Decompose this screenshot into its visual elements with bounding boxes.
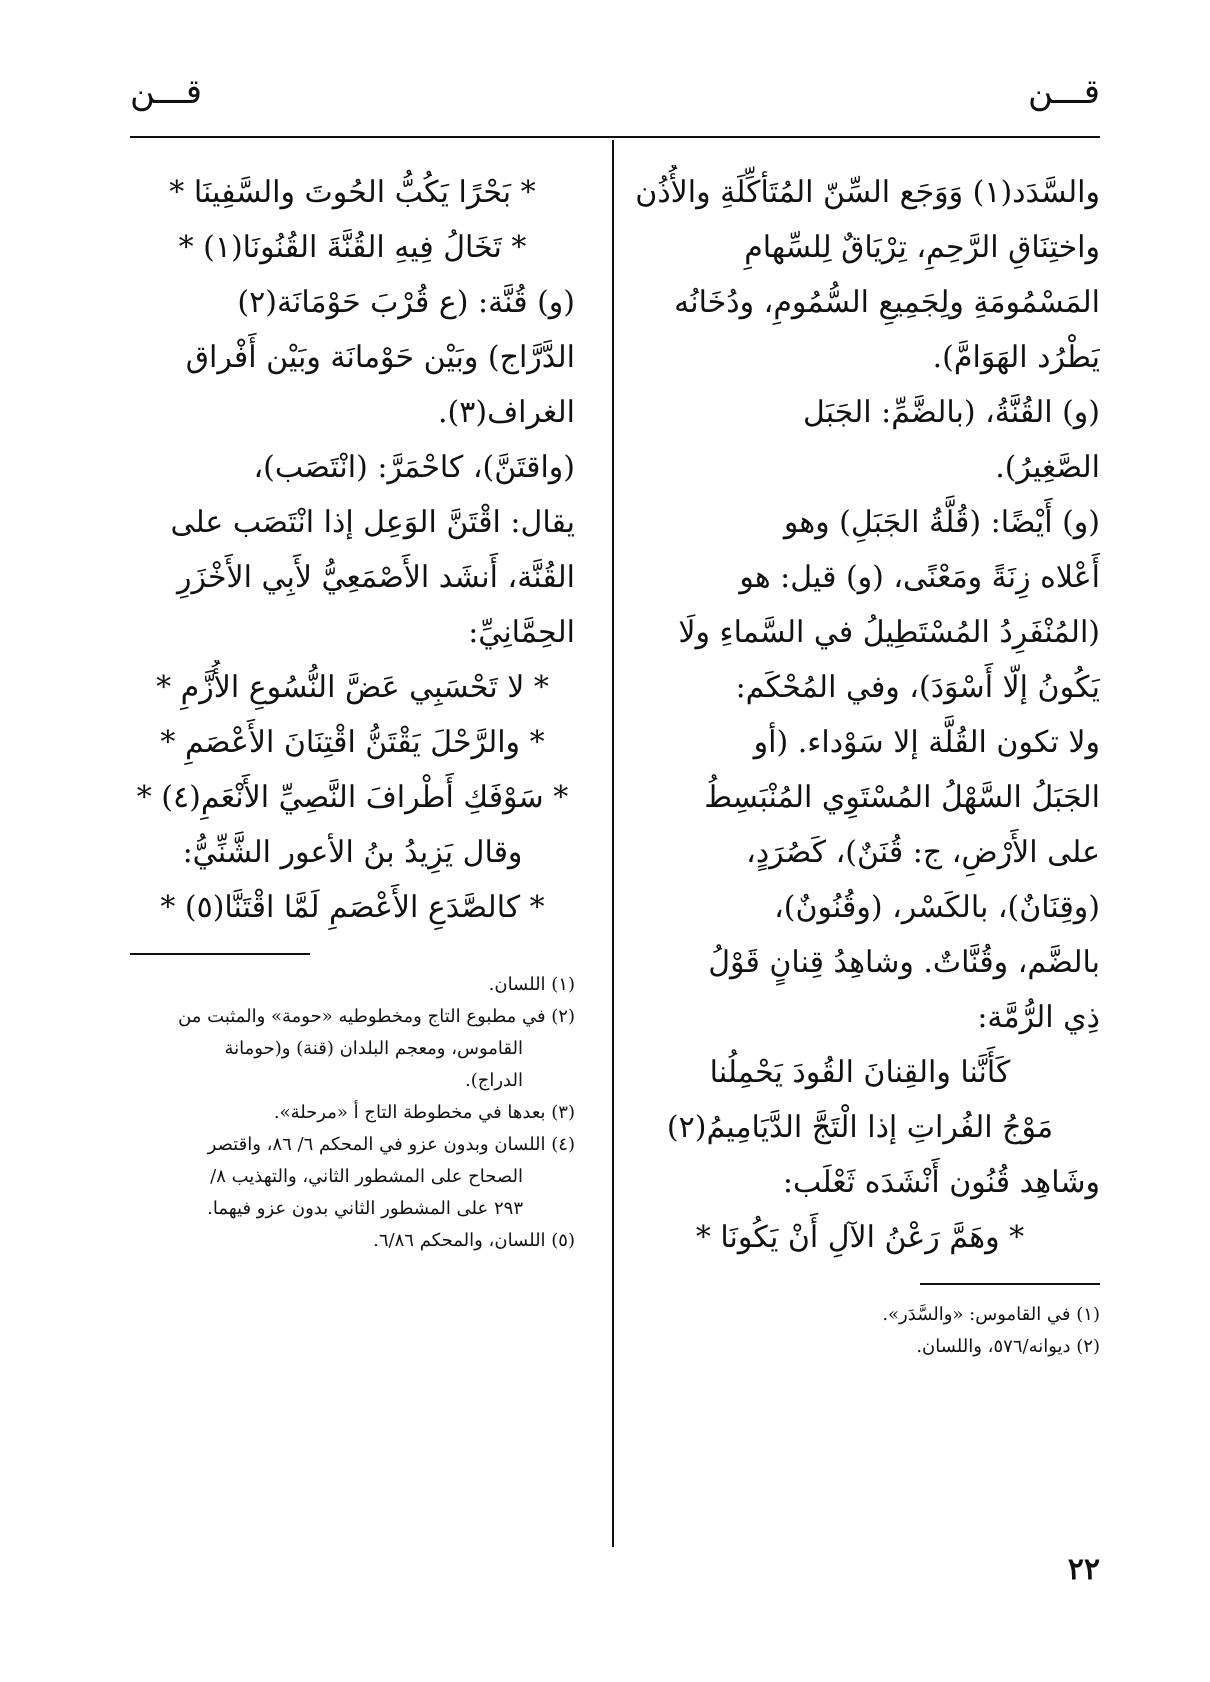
page-number: ٢٢	[1067, 1552, 1100, 1587]
text-line: يَكُونُ إلّا أَسْوَدَ)، وفي المُحْكَم:	[735, 670, 1100, 705]
text-line: الغراف(٣).	[437, 395, 575, 430]
text-line: يقال: اقْتَنَّ الوَعِل إذا انْتَصَب على	[170, 505, 575, 540]
footnote: (٤) اللسان وبدون عزو في المحكم ٦/ ٨٦، واقتصر	[207, 1134, 575, 1155]
verse-line: * وهَمَّ رَعْنُ الآلِ أَنْ يَكُونَا *	[695, 1220, 1025, 1255]
text-line: بالضَّم، وقُنَّاتٌ. وشاهِدُ قِنانٍ قَوْلُ	[708, 945, 1100, 980]
column-divider	[612, 140, 614, 1547]
left-column	[130, 165, 575, 1257]
footnote-continuation: القاموس، ومعجم البلدان (قنة) و(حومانة	[224, 1038, 523, 1059]
header-rule	[130, 136, 1100, 138]
footnote: (١) في القاموس: «والسَّدَر».	[882, 1304, 1100, 1325]
text-line: (و) أَيْضًا: (قُلَّةُ الجَبَلِ) وهو	[783, 505, 1100, 540]
footnote: (٥) اللسان، والمحكم ٦/٨٦.	[373, 1230, 575, 1251]
text-line: واختِنَاقِ الرَّحِمِ، تِرْيَاقٌ لِلسِّهامِ	[744, 230, 1100, 265]
running-header-left: قـــن	[130, 72, 203, 112]
text-line: أَعْلاه زِنَةً ومَعْنًى، (و) قيل: هو	[739, 560, 1100, 595]
footnote-continuation: الدراج).	[465, 1070, 523, 1091]
text-line: (وقِنَانٌ)، بالكَسْر، (وقُنُونٌ)،	[774, 890, 1100, 925]
verse-line: * بَحْرًا يَكُبُّ الحُوتَ والسَّفِينَا *	[169, 175, 536, 210]
verse-line: * كالصَّدَعِ الأَعْصَمِ لَمَّا اقْتَنَّا(٥) *	[160, 890, 545, 925]
text-line: وقال يَزِيدُ بنُ الأعور الشَّنِّيُّ:	[182, 835, 523, 870]
verse-line: كَأَنَّنا والقِنانَ القُودَ يَحْمِلُنا	[709, 1055, 1011, 1090]
text-line: الحِمَّانِيِّ:	[468, 615, 575, 650]
verse-line: مَوْجُ الفُراتِ إذا الْتَجَّ الدَّيَامِيمُ(٢)	[666, 1110, 1054, 1145]
running-header-right: قـــن	[1027, 72, 1100, 112]
footnote: (٢) ديوانه/٥٧٦، واللسان.	[916, 1336, 1100, 1357]
text-line: على الأَرْضِ، ج: قُنَنٌ)، كَصُرَدٍ،	[746, 835, 1100, 870]
text-line: الدَّرَّاج) وبَيْن حَوْمانَة وبَيْن أَفْراق	[185, 340, 575, 375]
text-line: (المُنْفَرِدُ المُسْتَطِيلُ في السَّماءِ ولَا	[678, 615, 1100, 650]
footnote-rule	[920, 1283, 1100, 1285]
footnote-continuation: الصحاح على المشطور الثاني، والتهذيب ٨/	[210, 1166, 523, 1187]
text-line: ذِي الرُّمَّة:	[977, 1000, 1100, 1035]
text-line: المَسْمُومَةِ ولِجَمِيعِ السُّمُومِ، ودُخَانُه	[674, 285, 1100, 320]
footnote: (٢) في مطبوع التاج ومخطوطيه «حومة» والمثبت من	[178, 1006, 575, 1027]
text-line: يَطْرُد الهَوَامَّ).	[932, 340, 1100, 375]
text-line: وشَاهِد قُنُون أَنْشَدَه ثَعْلَب:	[782, 1165, 1100, 1200]
text-line: ولا تكون القُلَّة إلا سَوْداء. (أو	[753, 725, 1100, 760]
footnote: (٣) بعدها في مخطوطة التاج أ «مرحلة».	[273, 1102, 575, 1123]
footnote-continuation: ٢٩٣ على المشطور الثاني بدون عزو فيهما.	[207, 1198, 523, 1219]
text-line: الصَّغِيرُ).	[995, 450, 1100, 485]
text-line: (واقتَنَّ)، كاحْمَرَّ: (انْتَصَب)،	[253, 450, 575, 485]
text-line: (و) قُنَّة: (ع قُرْبَ حَوْمَانَة(٢)	[237, 285, 575, 320]
text-line: القُنَّة، أَنشَد الأَصْمَعِيُّ لأَبِي الأَخْزَرِ	[176, 560, 575, 595]
footnote: (١) اللسان.	[488, 974, 575, 995]
right-column	[620, 165, 1100, 1363]
text-line: (و) القُنَّةُ، (بالضَّمِّ: الجَبَل	[802, 395, 1100, 430]
verse-line: * تَخَالُ فِيهِ القُنَّةَ القُنُونَا(١) *	[178, 230, 527, 265]
verse-line: * سَوْفَكِ أَطْرافَ النَّصِيِّ الأَنْعَمِ(٤) *	[136, 780, 569, 815]
verse-line: * والرَّحْلَ يَقْتَنُّ اقْتِنَانَ الأَعْصَمِ *	[160, 725, 545, 760]
footnote-rule	[130, 953, 310, 955]
text-line: والسَّدَد(١) وَوَجَع السِّنّ المُتَأكِّلَةِ والأُذُن	[635, 175, 1100, 210]
verse-line: * لا تَحْسَبِي عَضَّ النُّسُوعِ الأُزَّمِ *	[156, 670, 549, 705]
text-line: الجَبَلُ السَّهْلُ المُسْتَوِي المُنْبَسِطُ	[704, 780, 1100, 815]
